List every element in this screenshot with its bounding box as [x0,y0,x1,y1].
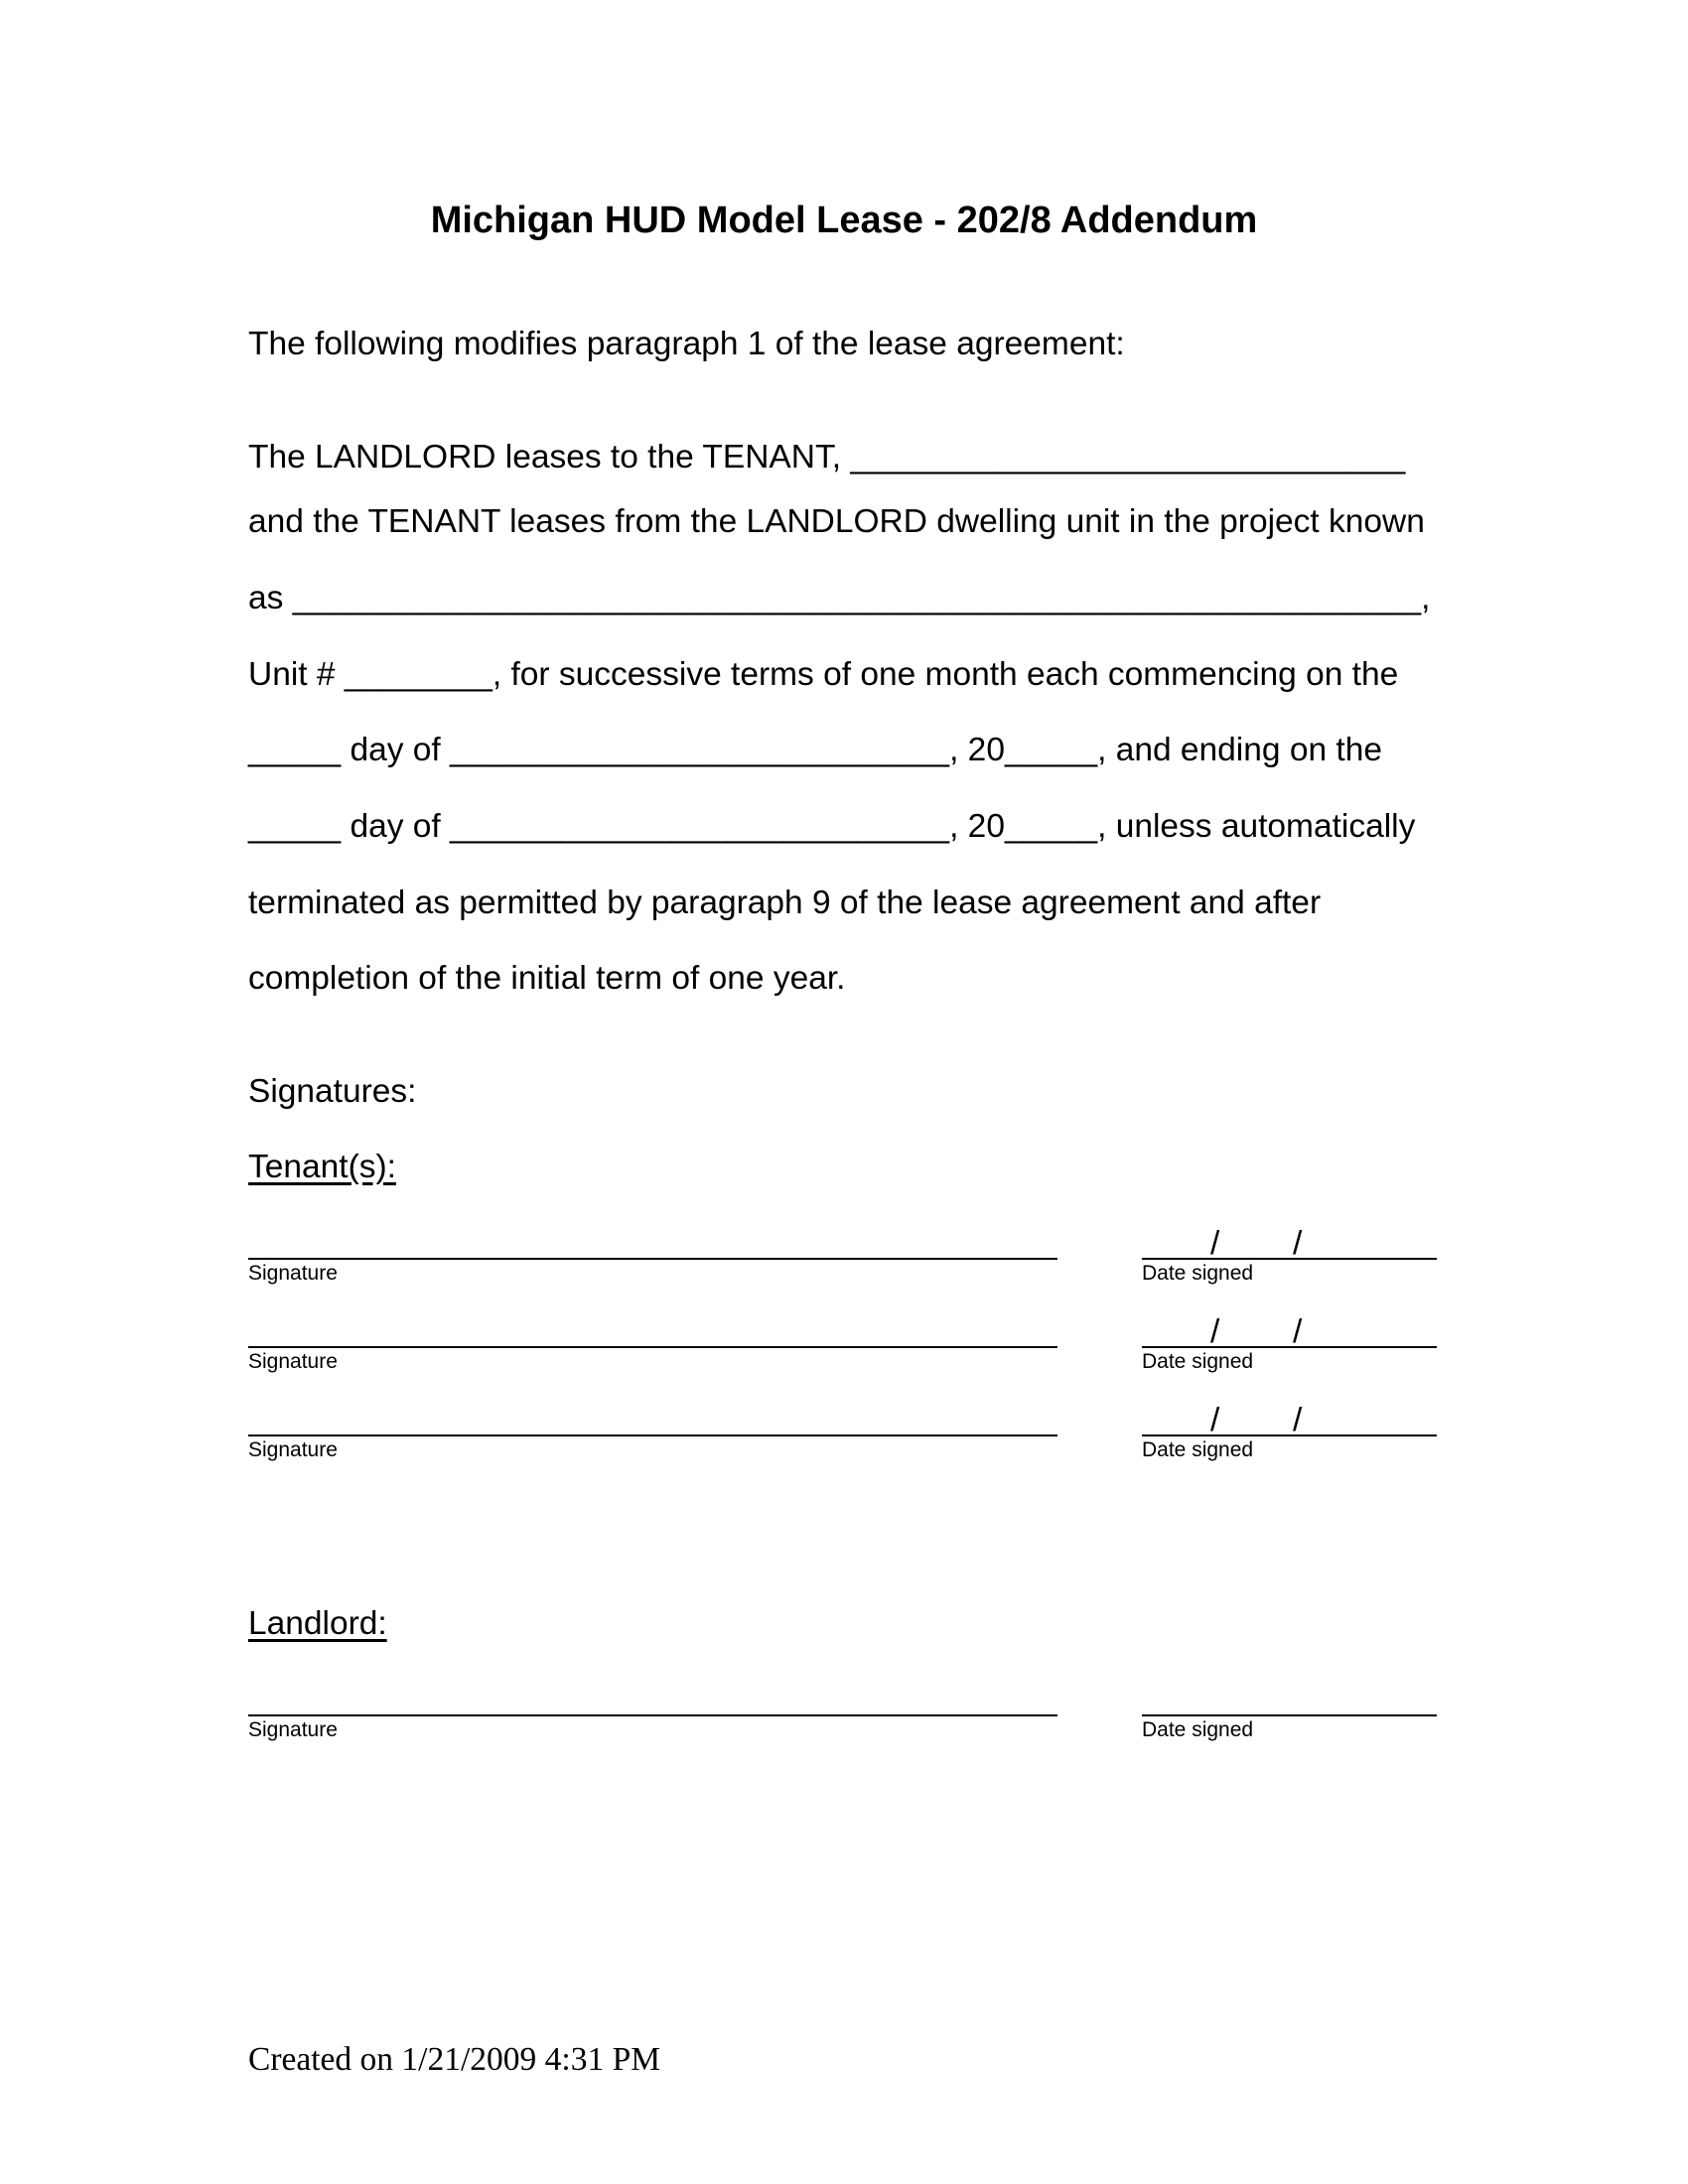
tenant-signature-label-3: Signature [248,1438,338,1461]
tenant-date-slash-3a: / [1210,1402,1220,1438]
tenants-heading: Tenant(s): [248,1149,396,1185]
tenant-signature-line-2[interactable] [248,1346,1057,1348]
tenant-date-label-3: Date signed [1142,1438,1254,1461]
tenant-date-label-2: Date signed [1142,1350,1254,1373]
tenant-date-slash-2b: / [1293,1313,1303,1350]
tenant-date-label-1: Date signed [1142,1262,1254,1285]
body-line-5: _____ day of ___________________________, 20_____, and ending on the [248,732,1382,768]
body-line-1: The LANDLORD leases to the TENANT, ______________________________ [248,439,1406,476]
intro-text: The following modifies paragraph 1 of the lease agreement: [248,326,1125,362]
tenant-signature-label-2: Signature [248,1350,338,1373]
body-line-6: _____ day of ___________________________, 20_____, unless automatically [248,808,1416,845]
body-line-2: and the TENANT leases from the LANDLORD dwelling unit in the project known [248,503,1425,540]
body-line-8: completion of the initial term of one year. [248,960,846,997]
tenant-signature-label-1: Signature [248,1262,338,1285]
signatures-heading: Signatures: [248,1073,417,1110]
landlord-heading: Landlord: [248,1605,387,1642]
tenant-date-line-3[interactable] [1142,1434,1437,1436]
landlord-signature-line[interactable] [248,1714,1057,1716]
tenant-signature-line-1[interactable] [248,1258,1057,1260]
body-line-3: as _____________________________________________________________, [248,580,1431,616]
tenant-date-slash-3b: / [1293,1402,1303,1438]
body-line-7: terminated as permitted by paragraph 9 of the lease agreement and after [248,885,1322,921]
tenant-signature-line-3[interactable] [248,1434,1057,1436]
created-footer: Created on 1/21/2009 4:31 PM [248,2041,661,2078]
tenant-date-slash-2a: / [1210,1313,1220,1350]
landlord-date-line[interactable] [1142,1714,1437,1716]
document-title: Michigan HUD Model Lease - 202/8 Addendum [430,200,1258,241]
landlord-date-label: Date signed [1142,1718,1254,1741]
landlord-signature-label: Signature [248,1718,338,1741]
tenant-date-line-1[interactable] [1142,1258,1437,1260]
tenant-date-line-2[interactable] [1142,1346,1437,1348]
body-line-4: Unit # ________, for successive terms of one month each commencing on the [248,656,1399,693]
tenant-date-slash-1a: / [1210,1225,1220,1262]
tenant-date-slash-1b: / [1293,1225,1303,1262]
